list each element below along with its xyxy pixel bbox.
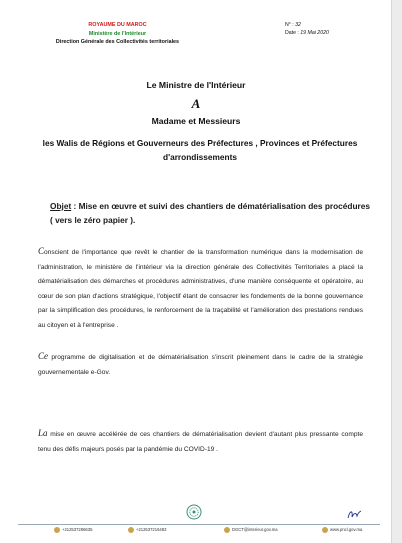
subject-text: : Mise en œuvre et suivi des chantiers de dématérialisation des procédures ( vers le zéro papier ).: [50, 201, 371, 225]
signature-icon: [346, 508, 362, 520]
recipients-detail: les Walis de Régions et Gouverneurs des Préfectures , Provinces et Préfectures d'arrondissements: [42, 138, 358, 162]
paragraph-2: [38, 349, 363, 380]
globe-icon: [322, 527, 328, 533]
seal-icon: [186, 504, 202, 520]
paragraph-1-text: onscient de l'importance que revêt le chantier de la transformation numérique dans la modernisation de l'administration, le ministère de l'intérieur via la direction générale des Collectivités Territoriales a placé la dématérialisation des démarches et procédures administratives, d'une manière conséquente et opératoire, au cœur de son plan d'actions stratégique, l'objectif étant de consacrer les fondements de la bonne gouvernance par la simplification des procédures, le renforcement de la traçabilité et l'amélioration des prestations rendues au citoyen et à l'entreprise .: [38, 249, 363, 329]
email-icon: [224, 527, 230, 533]
footer-phone-1-text: +212537286635: [62, 527, 93, 533]
letterhead: [30, 21, 205, 47]
paragraph-3: [38, 426, 363, 457]
paragraph-3-text: mise en œuvre accélérée de ces chantiers de dématérialisation devient d'autant plus pressante compte tenu des défis majeurs posés par la pandémie du COVID-19 .: [38, 431, 363, 453]
date-value: 19 Mai 2020: [300, 30, 329, 36]
number-label: N° :: [285, 22, 294, 28]
direction-name: Direction Générale des Collectivités territoriales: [55, 39, 180, 45]
paragraph-1: [38, 244, 363, 334]
reference-block: [285, 21, 329, 37]
footer-email-text: DGCT@interieur.gov.ma: [232, 527, 278, 533]
footer-phone-1: [54, 527, 92, 533]
recipient: Madame et Messieurs: [151, 116, 241, 126]
to-word: A: [191, 96, 201, 111]
fax-icon: [128, 527, 134, 533]
footer-website: [322, 527, 362, 533]
date-label: Date :: [285, 30, 299, 36]
kingdom-name: ROYAUME DU MAROC: [88, 22, 147, 28]
page-edge: [391, 0, 402, 543]
sender: Le Ministre de l'Intérieur: [146, 80, 246, 90]
paragraph-3-initial: La: [38, 428, 48, 438]
footer-email: [224, 527, 278, 533]
number-value: 32: [295, 22, 301, 28]
paragraph-2-text: programme de digitalisation et de dématérialisation s'inscrit pleinement dans le cadre de la stratégie gouvernementale e-Gov.: [38, 354, 363, 376]
footer-website-text: www.pncl.gov.ma: [330, 527, 363, 533]
footer-divider: [18, 524, 380, 525]
subject-label: Objet: [50, 201, 72, 211]
paragraph-1-initial: C: [38, 246, 45, 256]
phone-icon: [54, 527, 60, 533]
footer-phone-2-text: +212537216483: [136, 527, 167, 533]
subject-line: [50, 200, 370, 227]
ministry-name: Ministère de l'Intérieur: [88, 30, 147, 37]
footer-phone-2: [128, 527, 166, 533]
paragraph-2-initial: Ce: [38, 351, 48, 361]
